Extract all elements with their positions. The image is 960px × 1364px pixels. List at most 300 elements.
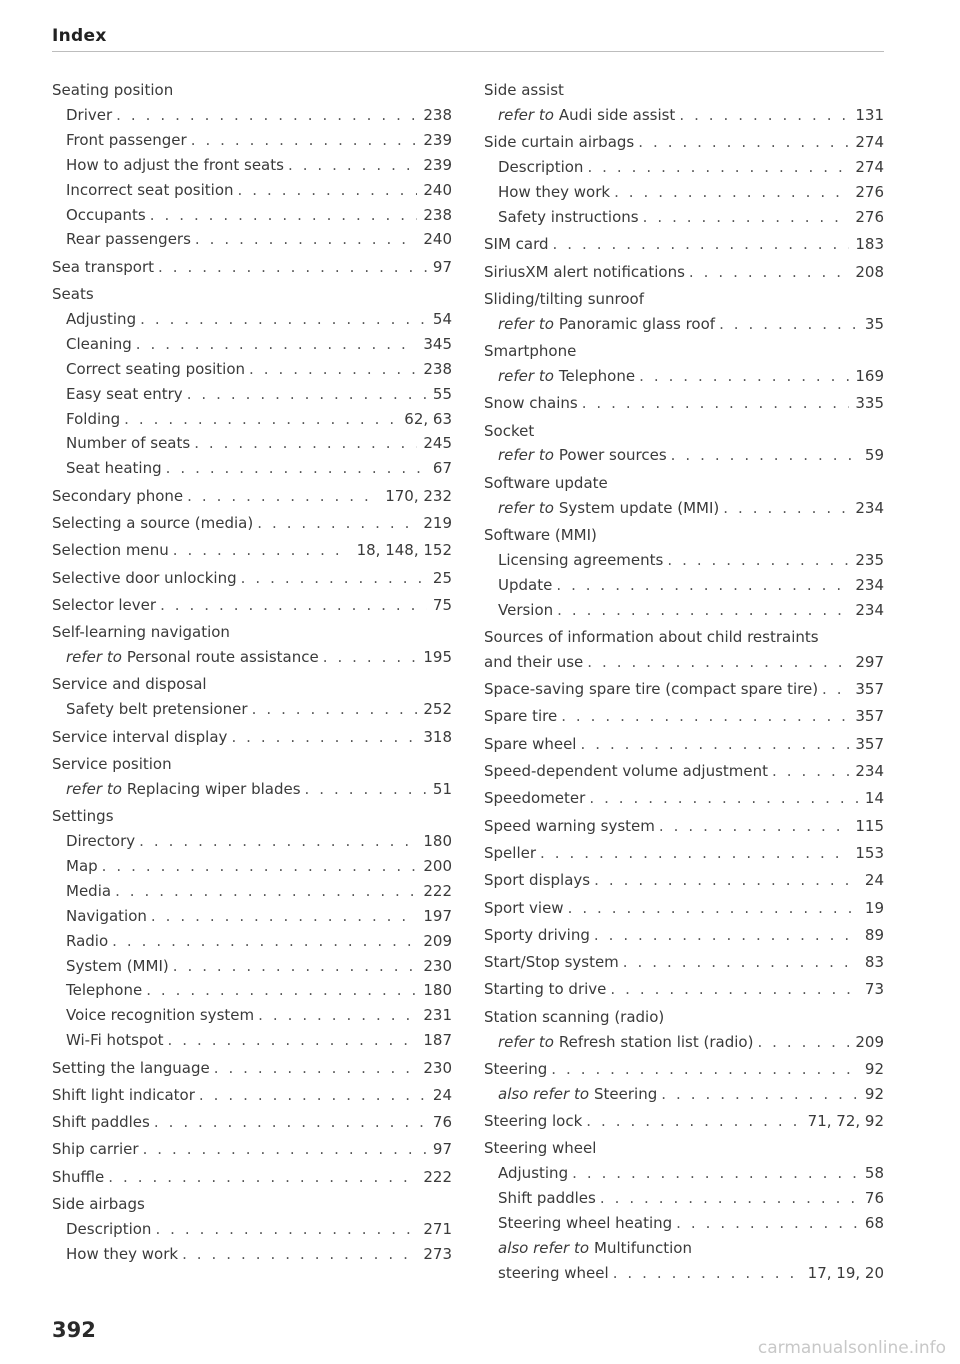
entry-term: Directory (66, 831, 136, 850)
entry-term: Multifunction (594, 1239, 692, 1258)
index-entry (52, 153, 452, 178)
index-entry (52, 566, 452, 591)
dot-leader (168, 1028, 418, 1053)
entry-page: 234 (855, 575, 884, 594)
index-entry (52, 1003, 452, 1028)
entry-term: Occupants (66, 205, 146, 224)
entry-term: SiriusXM alert notifications (484, 262, 685, 281)
entry-term: Steering (484, 1059, 548, 1078)
entry-term: Setting the language (52, 1058, 210, 1077)
entry-term: Media (66, 881, 112, 900)
dot-leader (139, 829, 417, 854)
entry-page: 131 (855, 105, 884, 124)
index-entry (52, 929, 452, 954)
entry-term: Replacing wiper blades (126, 779, 301, 798)
dot-leader (136, 332, 418, 357)
entry-reference: refer to (498, 366, 554, 385)
entry-term: Snow chains (484, 394, 578, 413)
entry-page: 234 (855, 762, 884, 781)
index-entry (484, 1261, 884, 1286)
dot-leader (116, 103, 417, 128)
dot-leader (108, 1165, 417, 1190)
dot-leader (150, 203, 418, 228)
dot-leader (667, 548, 849, 573)
entry-page: 24 (432, 1085, 452, 1104)
dot-leader (115, 879, 417, 904)
index-entry (52, 777, 452, 802)
index-column-right (484, 78, 884, 1286)
entry-term: Starting to drive (484, 980, 607, 999)
dot-leader (594, 923, 859, 948)
index-entry (52, 725, 452, 750)
entry-page: 97 (432, 257, 452, 276)
index-entry (52, 484, 452, 509)
entry-page: 240 (423, 180, 452, 199)
index-entry (52, 645, 452, 670)
index-entry (52, 904, 452, 929)
entry-page: 274 (855, 133, 884, 152)
entry-page: 67 (432, 459, 452, 478)
entry-term: Adjusting (498, 1164, 569, 1183)
index-entry (484, 1186, 884, 1211)
index-entry (52, 620, 452, 645)
index-entry (52, 954, 452, 979)
entry-reference: also refer to (498, 1239, 590, 1258)
dot-leader (187, 382, 427, 407)
entry-term: Correct seating position (66, 359, 246, 378)
index-entry (484, 155, 884, 180)
dot-leader (551, 1057, 859, 1082)
entry-term: Safety instructions (498, 207, 639, 226)
entry-term: Self-learning navigation (52, 623, 230, 642)
dot-leader (638, 130, 849, 155)
entry-term: Sliding/tilting sunroof (484, 289, 644, 308)
dot-leader (572, 1161, 859, 1186)
entry-page: 230 (423, 1058, 452, 1077)
index-entry (484, 759, 884, 784)
index-entry (52, 1192, 452, 1217)
index-entry (52, 227, 452, 252)
dot-leader (614, 180, 849, 205)
index-entry (52, 178, 452, 203)
entry-term: Folding (66, 409, 121, 428)
index-entry (52, 1028, 452, 1053)
entry-page: 274 (855, 158, 884, 177)
entry-page: 271 (423, 1219, 452, 1238)
dot-leader (723, 496, 849, 521)
entry-reference: also refer to (498, 1084, 590, 1103)
entry-page: 252 (423, 700, 452, 719)
entry-term: Sources of information about child restraints (484, 627, 819, 646)
entry-page: 170, 232 (385, 486, 452, 505)
index-entry (484, 786, 884, 811)
index-entry (484, 625, 884, 650)
dot-leader (610, 977, 859, 1002)
entry-page: 183 (855, 235, 884, 254)
dot-leader (580, 732, 849, 757)
dot-leader (112, 929, 417, 954)
entry-page: 71, 72, 92 (807, 1112, 884, 1131)
index-entry (52, 282, 452, 307)
index-entry (52, 128, 452, 153)
dot-leader (589, 786, 859, 811)
entry-term: Number of seats (66, 434, 191, 453)
entry-page: 169 (855, 366, 884, 385)
entry-term: Radio (66, 931, 109, 950)
entry-reference: refer to (498, 314, 554, 333)
entry-page: 231 (423, 1006, 452, 1025)
entry-term: Description (66, 1219, 152, 1238)
entry-page: 51 (432, 779, 452, 798)
dot-leader (173, 954, 418, 979)
dot-leader (187, 484, 379, 509)
entry-term: System (MMI) (66, 956, 169, 975)
entry-term: Update (498, 575, 553, 594)
index-entry (484, 923, 884, 948)
entry-term: Wi-Fi hotspot (66, 1031, 164, 1050)
index-entry (484, 1236, 884, 1261)
index-entry (484, 419, 884, 444)
entry-term: Incorrect seat position (66, 180, 234, 199)
index-entry (52, 255, 452, 280)
entry-term: Sport displays (484, 871, 591, 890)
entry-page: 219 (423, 513, 452, 532)
entry-term: Panoramic glass roof (558, 314, 716, 333)
dot-leader (143, 1137, 427, 1162)
entry-reference: refer to (498, 498, 554, 517)
entry-term: Map (66, 856, 98, 875)
entry-page: 297 (855, 652, 884, 671)
dot-leader (173, 538, 351, 563)
entry-page: 73 (864, 980, 884, 999)
dot-leader (241, 566, 427, 591)
entry-page: 222 (423, 881, 452, 900)
entry-page: 200 (423, 856, 452, 875)
dot-leader (582, 391, 850, 416)
entry-page: 75 (432, 595, 452, 614)
dot-leader (643, 205, 850, 230)
index-entry (484, 814, 884, 839)
index-entry (52, 879, 452, 904)
index-entry (52, 456, 452, 481)
entry-page: 89 (864, 925, 884, 944)
entry-page: 209 (855, 1032, 884, 1051)
entry-term: Service position (52, 754, 172, 773)
dot-leader (623, 950, 859, 975)
index-entry (484, 523, 884, 548)
index-entry (484, 364, 884, 389)
entry-page: 18, 148, 152 (356, 541, 452, 560)
entry-term: Steering wheel heating (498, 1214, 673, 1233)
dot-leader (166, 456, 427, 481)
dot-leader (288, 153, 417, 178)
entry-term: Cleaning (66, 334, 132, 353)
entry-page: 276 (855, 183, 884, 202)
page-number: 392 (52, 1318, 96, 1342)
dot-leader (124, 407, 398, 432)
dot-leader (252, 697, 418, 722)
entry-page: 208 (855, 262, 884, 281)
entry-term: Start/Stop system (484, 953, 619, 972)
index-entry (484, 232, 884, 257)
entry-term: Audi side assist (558, 105, 676, 124)
dot-leader (671, 443, 859, 468)
index-entry (52, 1083, 452, 1108)
dot-leader (231, 725, 417, 750)
entry-term: Side curtain airbags (484, 133, 635, 152)
entry-term: Rear passengers (66, 230, 191, 249)
index-entry (52, 78, 452, 103)
dot-leader (587, 650, 849, 675)
index-entry (484, 1030, 884, 1055)
entry-term: Space-saving spare tire (compact spare tire) (484, 680, 819, 699)
index-column-left (52, 78, 452, 1267)
index-entry (484, 677, 884, 702)
index-entry (52, 854, 452, 879)
index-entry (52, 829, 452, 854)
index-entry (52, 103, 452, 128)
index-entry (52, 538, 452, 563)
entry-term: Selective door unlocking (52, 568, 237, 587)
entry-term: Front passenger (66, 130, 187, 149)
entry-page: 209 (423, 931, 452, 950)
index-entry (484, 205, 884, 230)
entry-page: 92 (864, 1084, 884, 1103)
entry-page: 234 (855, 498, 884, 517)
dot-leader (195, 227, 417, 252)
entry-term: Side assist (484, 81, 564, 99)
entry-page: 335 (855, 394, 884, 413)
index-entry (484, 78, 884, 103)
index-entry (484, 650, 884, 675)
entry-page: 58 (864, 1164, 884, 1183)
entry-term: How they work (66, 1244, 179, 1263)
entry-page: 345 (423, 334, 452, 353)
index-entry (484, 496, 884, 521)
index-entry (52, 978, 452, 1003)
index-entry (484, 103, 884, 128)
index-entry (484, 1005, 884, 1030)
entry-term: Driver (66, 105, 113, 124)
entry-term: Side airbags (52, 1195, 145, 1213)
entry-page: 230 (423, 956, 452, 975)
entry-page: 68 (864, 1214, 884, 1233)
entry-term: Navigation (66, 906, 147, 925)
entry-term: Adjusting (66, 309, 137, 328)
index-entry (52, 431, 452, 456)
dot-leader (182, 1242, 417, 1267)
dot-leader (140, 307, 427, 332)
index-entry (484, 896, 884, 921)
entry-term: Description (498, 158, 584, 177)
dot-leader (151, 904, 417, 929)
dot-leader (194, 431, 417, 456)
entry-page: 97 (432, 1140, 452, 1159)
entry-term: Personal route assistance (126, 648, 319, 667)
entry-term: Selection menu (52, 541, 169, 560)
entry-page: 14 (864, 789, 884, 808)
dot-leader (772, 759, 849, 784)
entry-page: 17, 19, 20 (807, 1263, 884, 1282)
entry-page: 195 (423, 648, 452, 667)
entry-term: Seats (52, 285, 94, 304)
entry-term: Speedometer (484, 789, 586, 808)
entry-page: 276 (855, 207, 884, 226)
dot-leader (249, 357, 417, 382)
dot-leader (613, 1261, 802, 1286)
entry-term: Smartphone (484, 342, 577, 361)
dot-leader (540, 841, 849, 866)
dot-leader (160, 593, 427, 618)
entry-term: Service interval display (52, 727, 228, 746)
index-entry (484, 977, 884, 1002)
dot-leader (258, 1003, 417, 1028)
entry-term: Socket (484, 421, 535, 440)
entry-term: Seating position (52, 81, 174, 99)
entry-term: Seat heating (66, 459, 162, 478)
index-entry (52, 1056, 452, 1081)
index-entry (484, 443, 884, 468)
entry-term: Ship carrier (52, 1140, 139, 1159)
index-entry (484, 312, 884, 337)
entry-reference: refer to (498, 446, 554, 465)
page-header-title: Index (52, 26, 107, 46)
index-entry (484, 1109, 884, 1134)
entry-reference: refer to (66, 648, 122, 667)
entry-term: System update (MMI) (558, 498, 720, 517)
entry-term: Sporty driving (484, 925, 590, 944)
index-entry (52, 1217, 452, 1242)
entry-term: Telephone (66, 981, 143, 1000)
dot-leader (305, 777, 427, 802)
index-entry (484, 868, 884, 893)
index-entry (52, 511, 452, 536)
entry-page: 357 (855, 734, 884, 753)
index-entry (484, 1057, 884, 1082)
entry-page: 59 (864, 446, 884, 465)
dot-leader (679, 103, 849, 128)
index-entry (484, 391, 884, 416)
dot-leader (154, 1110, 427, 1135)
dot-leader (102, 854, 418, 879)
index-entry (52, 332, 452, 357)
entry-term: Selector lever (52, 595, 157, 614)
dot-leader (587, 155, 849, 180)
index-entry (52, 804, 452, 829)
entry-page: 76 (864, 1189, 884, 1208)
index-entry (484, 1136, 884, 1161)
entry-page: 235 (855, 550, 884, 569)
entry-term: Sport view (484, 898, 564, 917)
entry-page: 180 (423, 981, 452, 1000)
entry-term: Steering wheel (484, 1139, 597, 1158)
entry-term: How to adjust the front seats (66, 155, 284, 174)
dot-leader (553, 232, 850, 257)
index-entry (52, 593, 452, 618)
dot-leader (594, 868, 859, 893)
entry-page: 239 (423, 155, 452, 174)
watermark-text: carmanualsonline.info (757, 1338, 946, 1358)
index-entry (484, 1161, 884, 1186)
index-entry (484, 841, 884, 866)
index-entry (52, 407, 452, 432)
index-entry (52, 1137, 452, 1162)
entry-page: 187 (423, 1031, 452, 1050)
dot-leader (561, 704, 849, 729)
dot-leader (600, 1186, 859, 1211)
entry-page: 238 (423, 359, 452, 378)
entry-term: Shift light indicator (52, 1085, 195, 1104)
dot-leader (689, 260, 849, 285)
dot-leader (556, 573, 849, 598)
entry-term: Version (498, 600, 554, 619)
entry-term: Refresh station list (radio) (558, 1032, 754, 1051)
entry-term: Service and disposal (52, 675, 207, 694)
dot-leader (676, 1211, 859, 1236)
entry-page: 76 (432, 1113, 452, 1132)
entry-term: Speed warning system (484, 816, 655, 835)
dot-leader (199, 1083, 427, 1108)
entry-page: 25 (432, 568, 452, 587)
index-entry (484, 180, 884, 205)
entry-term: Spare wheel (484, 734, 577, 753)
entry-page: 357 (855, 680, 884, 699)
dot-leader (191, 128, 418, 153)
dot-leader (757, 1030, 849, 1055)
entry-page: 83 (864, 953, 884, 972)
entry-page: 62, 63 (404, 409, 452, 428)
entry-page: 239 (423, 130, 452, 149)
index-entry (484, 339, 884, 364)
entry-page: 54 (432, 309, 452, 328)
dot-leader (822, 677, 849, 702)
entry-page: 92 (864, 1059, 884, 1078)
dot-leader (557, 598, 849, 623)
index-entry (484, 130, 884, 155)
entry-page: 357 (855, 707, 884, 726)
entry-page: 24 (864, 871, 884, 890)
dot-leader (323, 645, 418, 670)
index-entry (484, 598, 884, 623)
index-entry (484, 732, 884, 757)
entry-page: 55 (432, 384, 452, 403)
entry-term: Secondary phone (52, 486, 184, 505)
header-divider (52, 51, 884, 52)
entry-term: Station scanning (radio) (484, 1007, 665, 1026)
entry-term: steering wheel (498, 1263, 609, 1282)
entry-page: 115 (855, 816, 884, 835)
index-entry (484, 287, 884, 312)
entry-page: 234 (855, 600, 884, 619)
entry-reference: refer to (66, 779, 122, 798)
index-entry (484, 573, 884, 598)
entry-term: Steering lock (484, 1112, 583, 1131)
entry-page: 273 (423, 1244, 452, 1263)
index-entry (52, 1165, 452, 1190)
index-entry (484, 548, 884, 573)
index-entry (484, 1082, 884, 1107)
entry-term: Licensing agreements (498, 550, 664, 569)
entry-term: Software update (484, 473, 608, 492)
entry-page: 238 (423, 105, 452, 124)
index-entry (52, 752, 452, 777)
entry-term: Sea transport (52, 257, 155, 276)
index-entry (52, 672, 452, 697)
entry-page: 197 (423, 906, 452, 925)
dot-leader (214, 1056, 418, 1081)
entry-page: 240 (423, 230, 452, 249)
dot-leader (719, 312, 859, 337)
